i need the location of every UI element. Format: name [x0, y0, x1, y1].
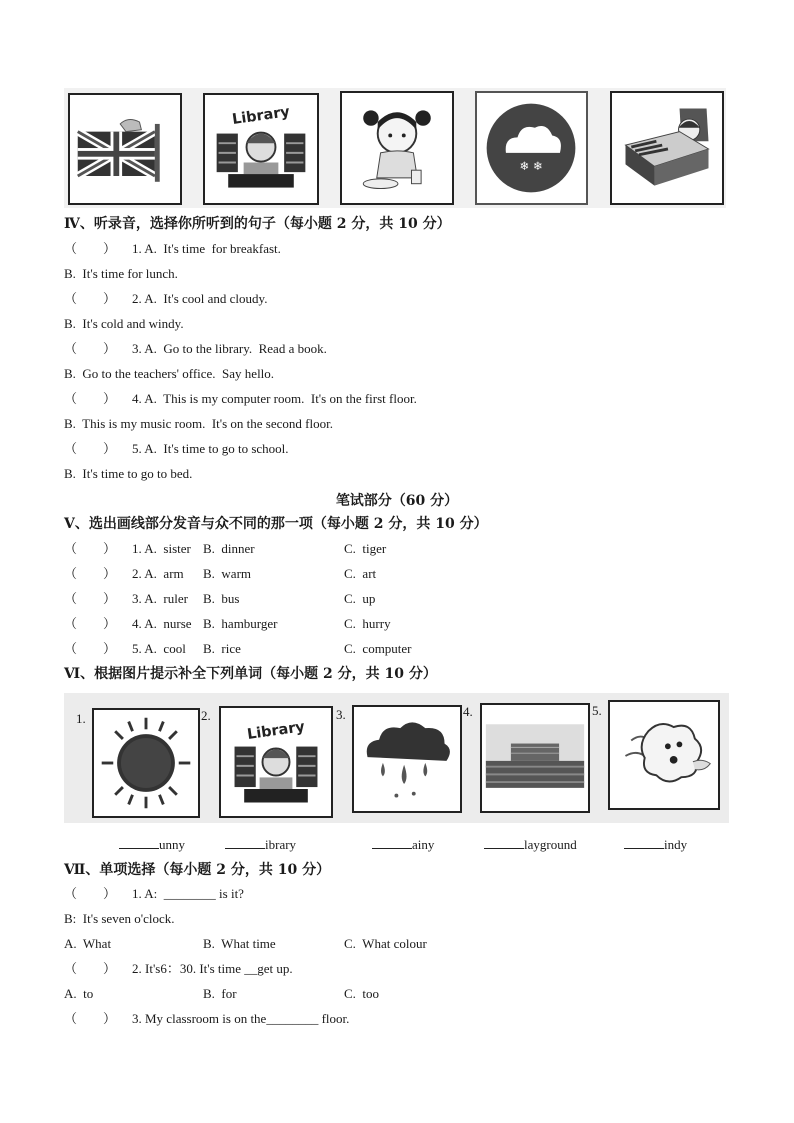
section-4-option-1b: B. It's time for lunch.: [64, 266, 178, 281]
section-7-title: Ⅶ、单项选择（每小题 2 分，共 10 分）: [64, 862, 331, 878]
section-7-q2-option-c: C. too: [344, 986, 380, 1001]
section-7-question-1: （ ） 1. A: ________ is it?: [64, 886, 244, 901]
snow-cloud-picture: [475, 91, 588, 205]
section-5-row-1: （ ） 1. A. sister: [64, 541, 191, 556]
picture-number-3: 3.: [336, 707, 346, 722]
section-5-row-3: （ ） 3. A. ruler: [64, 591, 188, 606]
section-5-row-5: （ ） 5. A. cool: [64, 641, 186, 656]
section-7-question-1-reply: B: It's seven o'clock.: [64, 911, 175, 926]
section-4-option-2b: B. It's cold and windy.: [64, 316, 184, 331]
section-4-title: Ⅳ、听录音，选择你所听到的句子（每小题 2 分，共 10 分）: [64, 216, 451, 232]
library-picture-2: [219, 706, 333, 818]
sun-picture: [92, 708, 200, 818]
section-5-row-1-option-c: C. tiger: [344, 541, 387, 556]
section-5-title: Ⅴ、选出画线部分发音与众不同的那一项（每小题 2 分，共 10 分）: [64, 516, 488, 532]
section-4-question-3: （ ） 3. A. Go to the library. Read a book.: [64, 341, 327, 356]
picture-number-4: 4.: [463, 704, 473, 719]
girl-in-bed-picture: [610, 91, 724, 205]
section-5-row-2-option-b: B. warm: [203, 566, 252, 581]
section-5-row-4: （ ） 4. A. nurse: [64, 616, 192, 631]
section-5-row-4-option-b: B. hamburger: [203, 616, 278, 631]
section-5-row-2-option-c: C. art: [344, 566, 377, 581]
section-4-question-4: （ ） 4. A. This is my computer room. It's on the first floor.: [64, 391, 417, 406]
section-7-question-3: （ ） 3. My classroom is on the________ floor.: [64, 1011, 350, 1026]
fill-blank-3[interactable]: ainy: [372, 837, 434, 853]
section-5-row-2: （ ） 2. A. arm: [64, 566, 184, 581]
library-sign-text: Library: [231, 104, 291, 129]
section-4-question-5: （ ） 5. A. It's time to go to school.: [64, 441, 289, 456]
section-4-option-4b: B. This is my music room. It's on the second floor.: [64, 416, 333, 431]
playground-picture: [480, 703, 590, 813]
section-4-option-3b: B. Go to the teachers' office. Say hello.: [64, 366, 275, 381]
svg-text:❄: ❄: [519, 159, 530, 174]
picture-number-5: 5.: [592, 703, 602, 718]
fill-blank-4[interactable]: layground: [484, 837, 577, 853]
section-4-question-2: （ ） 2. A. It's cool and cloudy.: [64, 291, 268, 306]
section-5-row-1-option-b: B. dinner: [203, 541, 255, 556]
fill-blank-1[interactable]: unny: [119, 837, 185, 853]
written-part-title: 笔试部分（60 分）: [335, 493, 459, 509]
uk-flag-picture: [68, 93, 182, 205]
section-6-title: Ⅵ、根据图片提示补全下列单词（每小题 2 分，共 10 分）: [64, 666, 437, 682]
girl-eating-breakfast-picture: [340, 91, 454, 205]
section-7-q1-option-b: B. What time: [203, 936, 276, 951]
fill-blank-5[interactable]: indy: [624, 837, 687, 853]
library-picture: [203, 93, 319, 205]
section-5-row-4-option-c: C. hurry: [344, 616, 391, 631]
picture-number-1: 1.: [76, 711, 86, 726]
section-7-q1-option-c: C. What colour: [344, 936, 427, 951]
svg-text:❄: ❄: [532, 159, 543, 174]
library-sign-text-2: Library: [246, 719, 306, 743]
section-5-row-5-option-b: B. rice: [203, 641, 241, 656]
rain-cloud-picture: [352, 705, 462, 813]
section-7-q1-option-a: A. What: [64, 936, 112, 951]
wind-picture: [608, 700, 720, 810]
section-5-row-3-option-c: C. up: [344, 591, 376, 606]
section-5-row-3-option-b: B. bus: [203, 591, 240, 606]
section-7-q2-option-a: A. to: [64, 986, 94, 1001]
fill-blank-2[interactable]: ibrary: [225, 837, 296, 853]
picture-number-2: 2.: [201, 708, 211, 723]
section-7-question-2: （ ） 2. It's6：30. It's time __get up.: [64, 961, 293, 976]
section-4-question-1: （ ） 1. A. It's time for breakfast.: [64, 241, 281, 256]
section-5-row-5-option-c: C. computer: [344, 641, 412, 656]
section-4-option-5b: B. It's time to go to bed.: [64, 466, 193, 481]
section-7-q2-option-b: B. for: [203, 986, 237, 1001]
